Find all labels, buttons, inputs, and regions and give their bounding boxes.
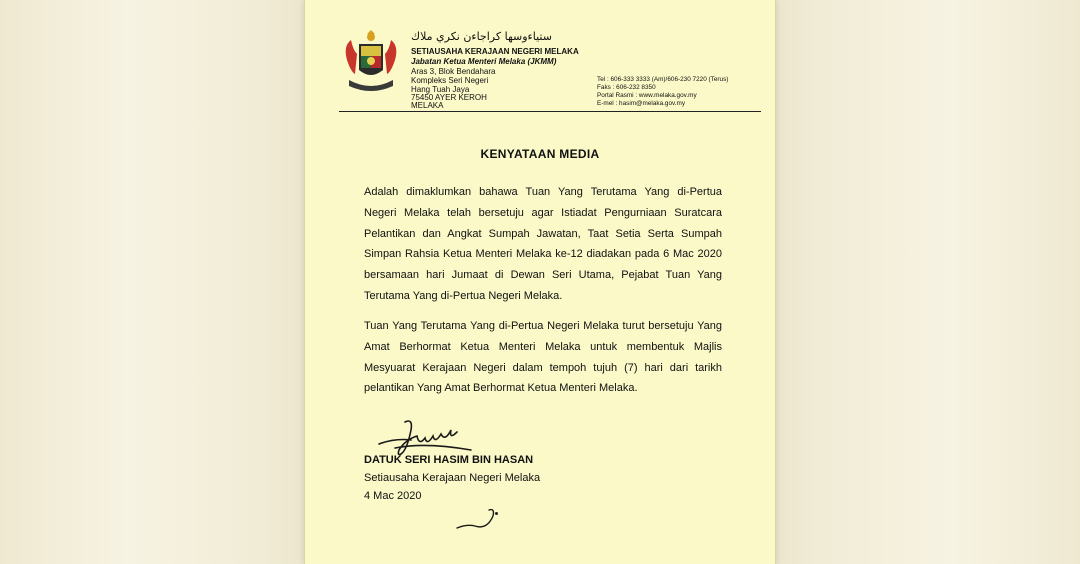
contact-fax: Faks : 606-232 8350 — [597, 84, 656, 91]
contact-block — [597, 76, 728, 108]
address-line: Aras 3, Blok Bendahara — [411, 67, 496, 76]
signature-date: 4 Mac 2020 — [364, 490, 422, 502]
contact-tel: Tel : 606-333 3333 (Am)/606-230 7220 (Terus) — [597, 76, 729, 83]
address-line: Kompleks Seri Negeri — [411, 76, 489, 85]
org-name: SETIAUSAHA KERAJAAN NEGERI MELAKA — [411, 47, 579, 56]
address-line: Hang Tuah Jaya — [411, 85, 470, 94]
contact-portal: Portal Rasmi : www.melaka.gov.my — [597, 92, 697, 99]
jawi-org-name: ستياءوسها كراجاءن نكري ملاك — [411, 30, 552, 43]
paragraph-1: Adalah dimaklumkan bahawa Tuan Yang Terutama Yang di-Pertua Negeri Melaka telah bersetuju agar Istiadat Pengurniaan Suratcara Pelantikan dan Angkat Sumpah Jawatan, Taat Setia Serta Sumpah Simpan Rahsia Ketua Menteri Melaka ke-12 diadakan pada 6 Mac 2020 bersamaan hari Jumaat di Dewan Seri Utama, Pejabat Tuan Yang Terutama Yang di-Pertua Negeri Melaka. — [364, 186, 722, 302]
header-divider — [339, 111, 761, 112]
contact-email: E-mel : hasim@melaka.gov.my — [597, 100, 686, 107]
document-title: KENYATAAN MEDIA — [480, 147, 600, 161]
initial-mark-icon — [453, 502, 503, 532]
address-line: MELAKA — [411, 101, 444, 110]
ink-dot — [495, 512, 498, 515]
paragraph-2: Tuan Yang Terutama Yang di-Pertua Negeri Melaka turut bersetuju Yang Amat Berhormat Ketua Menteri Melaka untuk membentuk Majlis Mesyuarat Kerajaan Negeri dalam tempoh tujuh (7) hari dari tarikh pelantikan Yang Amat Berhormat Ketua Menteri Melaka. — [364, 320, 722, 395]
signatory-name: DATUK SERI HASIM BIN HASAN — [364, 454, 534, 466]
signatory-position: Setiausaha Kerajaan Negeri Melaka — [364, 472, 541, 484]
signature-icon — [375, 416, 475, 458]
address-line: 75450 AYER KEROH — [411, 93, 487, 102]
department-name: Jabatan Ketua Menteri Melaka (JKMM) — [411, 57, 557, 66]
letter-page — [304, 0, 776, 564]
state-crest-icon — [339, 30, 403, 96]
